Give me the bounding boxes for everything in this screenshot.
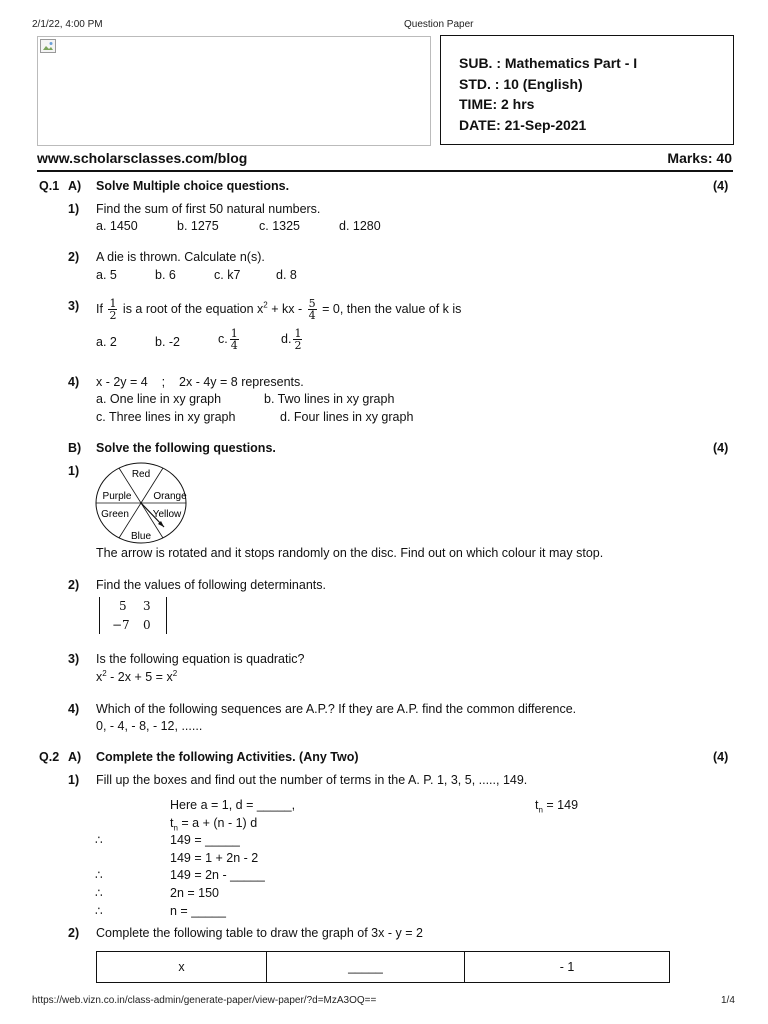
table-row <box>97 952 670 983</box>
sector-blue: Blue <box>130 531 152 542</box>
q1b-4-num: 4) <box>68 702 80 716</box>
q1a-2-opt-a: a. 5 <box>96 268 117 282</box>
graph-table <box>96 951 670 983</box>
q1b-3-equation: $x^2 - 2x + 5 = x^2$ <box>96 669 178 685</box>
time-label: TIME: 2 hrs <box>459 96 535 112</box>
q1-number: Q.1 <box>39 179 60 193</box>
q1b-part: B) <box>68 441 82 455</box>
date-label: DATE: 21-Sep-2021 <box>459 117 587 133</box>
website-link[interactable]: www.scholarsclasses.com/blog <box>37 150 248 166</box>
q2a-1-text: Fill up the boxes and find out the number of terms in the A. P. 1, 3, 5, ....., 149. <box>96 773 528 787</box>
q1b-2-num: 2) <box>68 578 80 592</box>
print-datetime: 2/1/22, 4:00 PM <box>32 19 103 30</box>
q2a-part: A) <box>68 750 82 764</box>
q2a-1-tn: $t_n = 149$ <box>535 798 579 815</box>
q1b-3-num: 3) <box>68 652 80 666</box>
q1a-2-opt-c: c. k7 <box>214 268 241 282</box>
q1a-3-opt-d: d. $\frac{1}{2}$ <box>281 327 302 352</box>
q2a-2-text: Complete the following table to draw the graph of 3x - y = 2 <box>96 926 423 940</box>
q1a-3-pre: If <box>96 301 103 316</box>
q1a-3-num: 3) <box>68 299 80 313</box>
q1a-marks: (4) <box>713 179 729 193</box>
q1b-marks: (4) <box>713 441 729 455</box>
q1a-3-text: If $\frac{1}{2}$ is a root of the equation $x^2$ + kx - $\frac{5}{4}$ = 0, then the value of k is <box>96 297 462 322</box>
q2a-1-num: 1) <box>68 773 80 787</box>
q1a-1-opt-c: c. 1325 <box>259 219 301 233</box>
q2a-1-line7: n = _____ <box>170 904 226 918</box>
sector-purple: Purple <box>102 491 132 502</box>
broken-image-icon <box>40 39 56 53</box>
q1a-3-opt-a: a. 2 <box>96 335 117 349</box>
det-m21: −7 <box>112 618 130 632</box>
sector-red: Red <box>131 469 151 480</box>
q1a-1-text: Find the sum of first 50 natural numbers. <box>96 202 321 216</box>
det-m11: 5 <box>119 599 127 613</box>
q1a-4-opt-a: a. One line in xy graph <box>96 392 222 406</box>
q1b-1-text: The arrow is rotated and it stops randomly on the disc. Find out on which colour it may stop. <box>96 546 604 560</box>
table-cell-x: x <box>97 952 267 983</box>
q2a-1-line2: $t_n = a + (n - 1)$ d <box>170 816 258 833</box>
paper-info-box <box>440 35 734 145</box>
det-m22: 0 <box>143 618 151 632</box>
header-divider <box>37 170 733 172</box>
sector-green: Green <box>101 509 129 520</box>
q1a-4-text: x - 2y = 4 ; 2x - 4y = 8 represents. <box>96 375 304 389</box>
q1a-4-opt-d: d. Four lines in xy graph <box>280 410 414 424</box>
q1a-2-text: A die is thrown. Calculate n(s). <box>96 250 265 264</box>
q2-number: Q.2 <box>39 750 60 764</box>
q2a-title: Complete the following Activities. (Any Two) <box>96 750 359 764</box>
q1b-title: Solve the following questions. <box>96 441 276 455</box>
print-footer <box>0 988 768 1024</box>
print-page-title: Question Paper <box>404 19 474 30</box>
q2a-1-line3: 149 = _____ <box>170 833 240 847</box>
sector-orange: Orange <box>153 491 187 502</box>
std-label: STD. : 10 (English) <box>459 76 583 92</box>
q2a-1-line1: Here a = 1, d = _____, <box>170 798 296 812</box>
therefore-icon: ∴ <box>95 886 103 900</box>
spinner-disc-diagram <box>94 461 190 545</box>
fraction-five-fourths: $\frac{5}{4}$ <box>308 297 316 322</box>
q2a-1-line5: 149 = 2n - _____ <box>170 868 265 882</box>
q1a-1-opt-d: d. 1280 <box>339 219 381 233</box>
total-marks: Marks: 40 <box>667 150 732 166</box>
q1b-4-sequence: 0, - 4, - 8, - 12, ...... <box>96 719 203 733</box>
det-m12: 3 <box>143 599 151 613</box>
q1b-1-num: 1) <box>68 464 80 478</box>
q1b-3-text: Is the following equation is quadratic? <box>96 652 305 666</box>
table-cell-minus-one: - 1 <box>465 952 670 983</box>
q1a-3-opt-b: b. -2 <box>155 335 181 349</box>
q1b-4-text: Which of the following sequences are A.P.? If they are A.P. find the common difference. <box>96 702 577 716</box>
q1b-2-text: Find the values of following determinants. <box>96 578 326 592</box>
q2a-marks: (4) <box>713 750 729 764</box>
table-cell-blank: _____ <box>267 952 465 983</box>
q2a-2-num: 2) <box>68 926 80 940</box>
q2a-1-line6: 2n = 150 <box>170 886 220 900</box>
q1a-2-opt-b: b. 6 <box>155 268 176 282</box>
print-url: https://web.vizn.co.in/class-admin/generate-paper/view-paper/?d=MzA3OQ== <box>32 995 377 1006</box>
q1a-4-opt-b: b. Two lines in xy graph <box>264 392 395 406</box>
q1a-3-opt-c: c. $\frac{1}{4}$ <box>218 327 238 352</box>
q1a-2-opt-d: d. 8 <box>276 268 297 282</box>
q1a-1-opt-b: b. 1275 <box>177 219 219 233</box>
q1a-1-num: 1) <box>68 202 80 216</box>
fraction-half: $\frac{1}{2}$ <box>109 297 117 322</box>
determinant-matrix <box>99 597 167 634</box>
therefore-icon: ∴ <box>95 868 103 882</box>
q1a-4-num: 4) <box>68 375 80 389</box>
sector-yellow: Yellow <box>152 509 182 520</box>
q1a-title: Solve Multiple choice questions. <box>96 179 290 193</box>
q2a-1-line4: 149 = 1 + 2n - 2 <box>170 851 259 865</box>
logo-box <box>37 36 431 146</box>
q1a-1-opt-a: a. 1450 <box>96 219 138 233</box>
q1a-2-num: 2) <box>68 250 80 264</box>
q1a-part: A) <box>68 179 82 193</box>
print-page-number: 1/4 <box>721 995 735 1006</box>
therefore-icon: ∴ <box>95 904 103 918</box>
therefore-icon: ∴ <box>95 833 103 847</box>
subject-label: SUB. : Mathematics Part - I <box>459 55 638 71</box>
q1a-4-opt-c: c. Three lines in xy graph <box>96 410 236 424</box>
